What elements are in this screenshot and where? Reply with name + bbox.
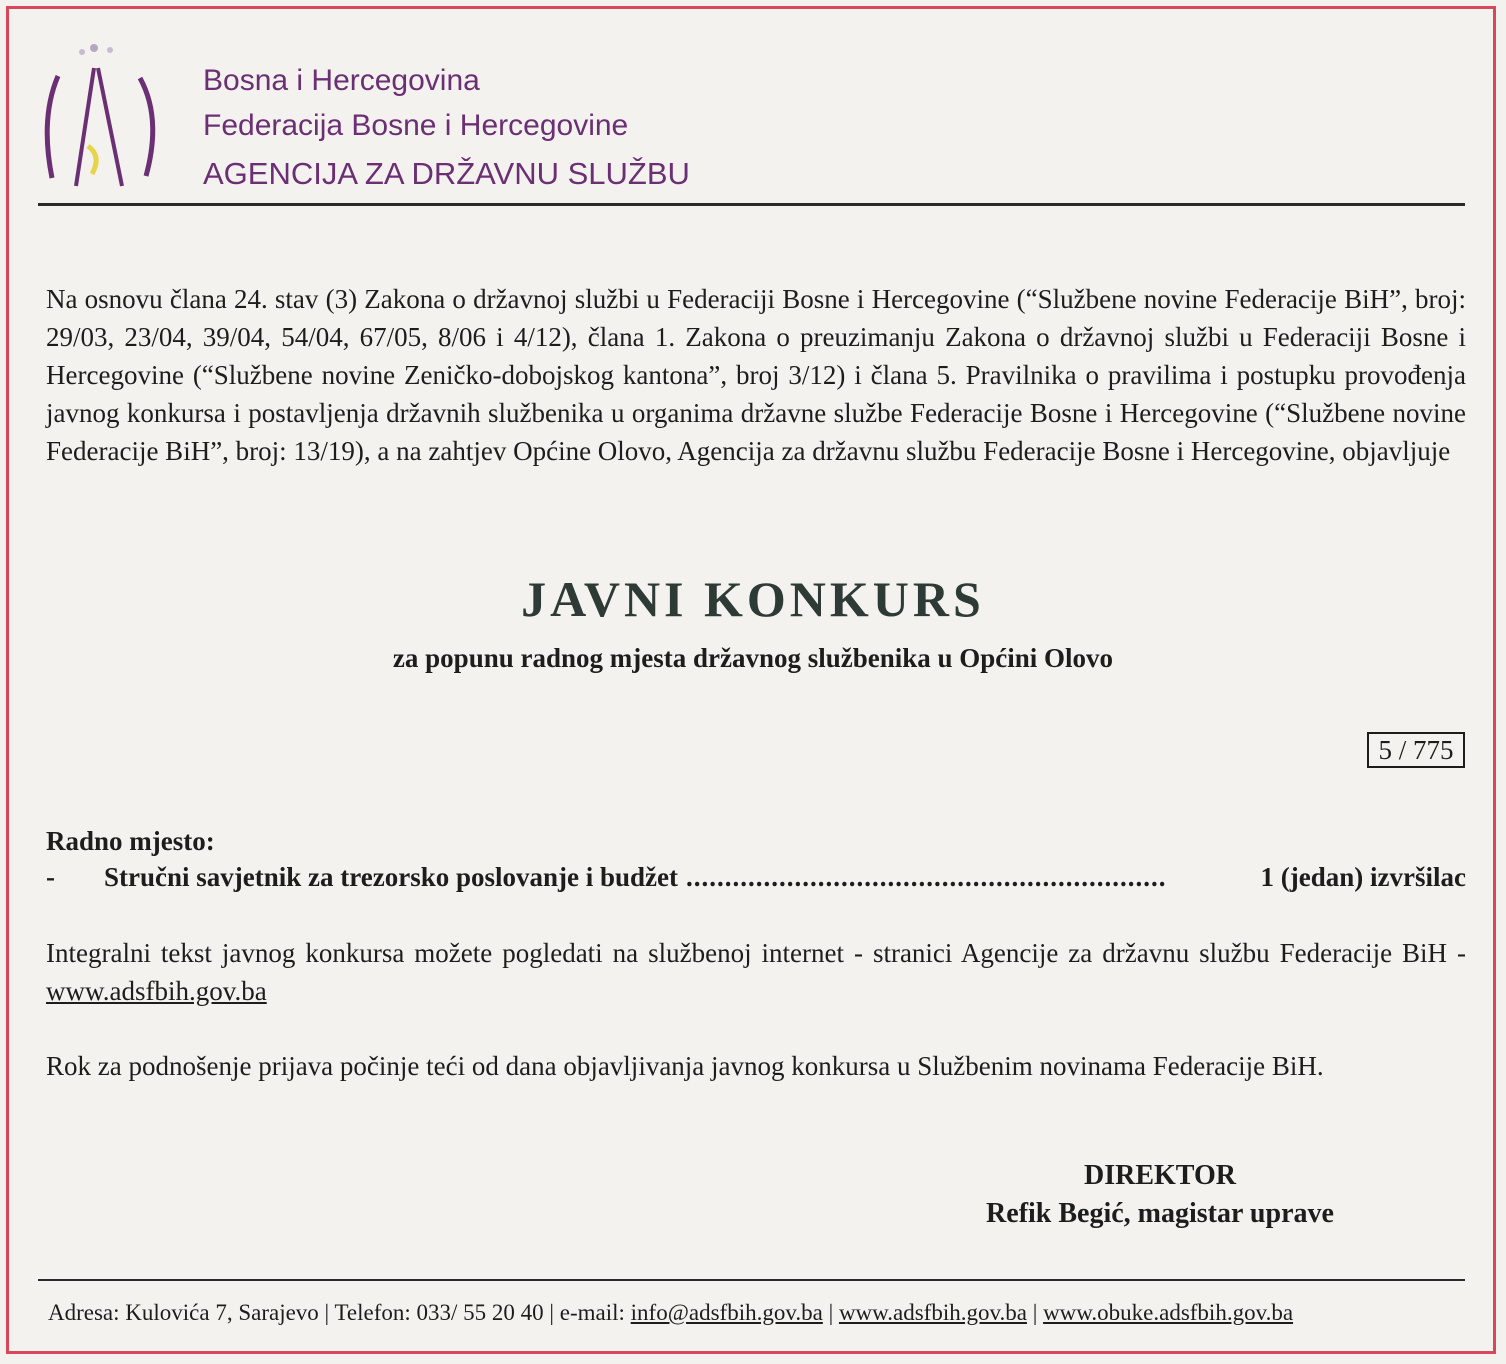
footer-training-website-link[interactable]: www.obuke.adsfbih.gov.ba: [1043, 1300, 1294, 1325]
position-count: 1 (jedan) izvršilac: [1260, 862, 1466, 892]
footer-separator: |: [822, 1300, 839, 1325]
signature-title: DIREKTOR: [1084, 1160, 1236, 1191]
page-border: [6, 6, 1496, 1354]
country-name: Bosna i Hercegovina: [203, 64, 480, 97]
intro-paragraph: Na osnovu člana 24. stav (3) Zakona o državnoj službi u Federaciji Bosne i Hercegovine (“Službene novine Federacije BiH”, broj: 29/03, 23/04, 39/04, 54/04, 67/05, 8/06 i 4/12), člana 1. Zakona o preuzimanju Zakona o državnoj službi u Federaciji Bosne i Hercegovine (“Službene novine Zeničko-dobojskog kantona”, broj 3/12) i člana 5. Pravilnika o pravilima i postupku provođenja javnog konkursa i postavljenja državnih službenika u organima državne službe Federacije Bosne i Hercegovine (“Službene novine Federacije BiH”, broj: 13/19), a na zahtjev Općine Olovo, Agencija za državnu službu Federacije Bosne i Hercegovine, objavljuje: [46, 284, 1466, 466]
header-divider: [38, 203, 1465, 206]
agency-website-link[interactable]: www.adsfbih.gov.ba: [46, 976, 267, 1006]
document-title: JAVNI KONKURS: [521, 571, 985, 627]
position-leader-dots: ..............................................................: [686, 862, 1167, 892]
footer-website-link[interactable]: www.adsfbih.gov.ba: [838, 1300, 1027, 1325]
footer-address: Adresa: Kulovića 7, Sarajevo | Telefon: 033/ 55 20 40 | e-mail:: [48, 1300, 631, 1325]
integral-text-paragraph: [46, 934, 1466, 1010]
reference-number: 5 / 775: [1367, 732, 1465, 768]
signature-name: Refik Begić, magistar uprave: [986, 1198, 1334, 1229]
footer-separator: |: [1026, 1300, 1044, 1325]
footer-email-link[interactable]: info@adsfbih.gov.ba: [630, 1300, 823, 1325]
position-row: [46, 862, 1466, 900]
position-bullet: -: [46, 862, 55, 892]
position-name: Stručni savjetnik za trezorsko poslovanje i budžet: [104, 862, 678, 892]
integral-text: Integralni tekst javnog konkursa možete pogledati na službenoj internet - stranici Agencije za državnu službu Federacije BiH -: [46, 938, 1466, 968]
document-subtitle: za popunu radnog mjesta državnog službenika u Općini Olovo: [392, 643, 1114, 673]
header: [203, 58, 690, 200]
deadline-paragraph: Rok za podnošenje prijava počinje teći od dana objavljivanja javnog konkursa u Službenim novinama Federacije BiH.: [46, 1051, 1324, 1081]
footer: [48, 1300, 1468, 1326]
footer-divider: [38, 1279, 1465, 1281]
agency-name: AGENCIJA ZA DRŽAVNU SLUŽBU: [203, 156, 690, 191]
position-heading: Radno mjesto:: [46, 826, 215, 856]
agency-logo-icon: [36, 38, 166, 188]
federation-name: Federacija Bosne i Hercegovine: [203, 109, 629, 142]
